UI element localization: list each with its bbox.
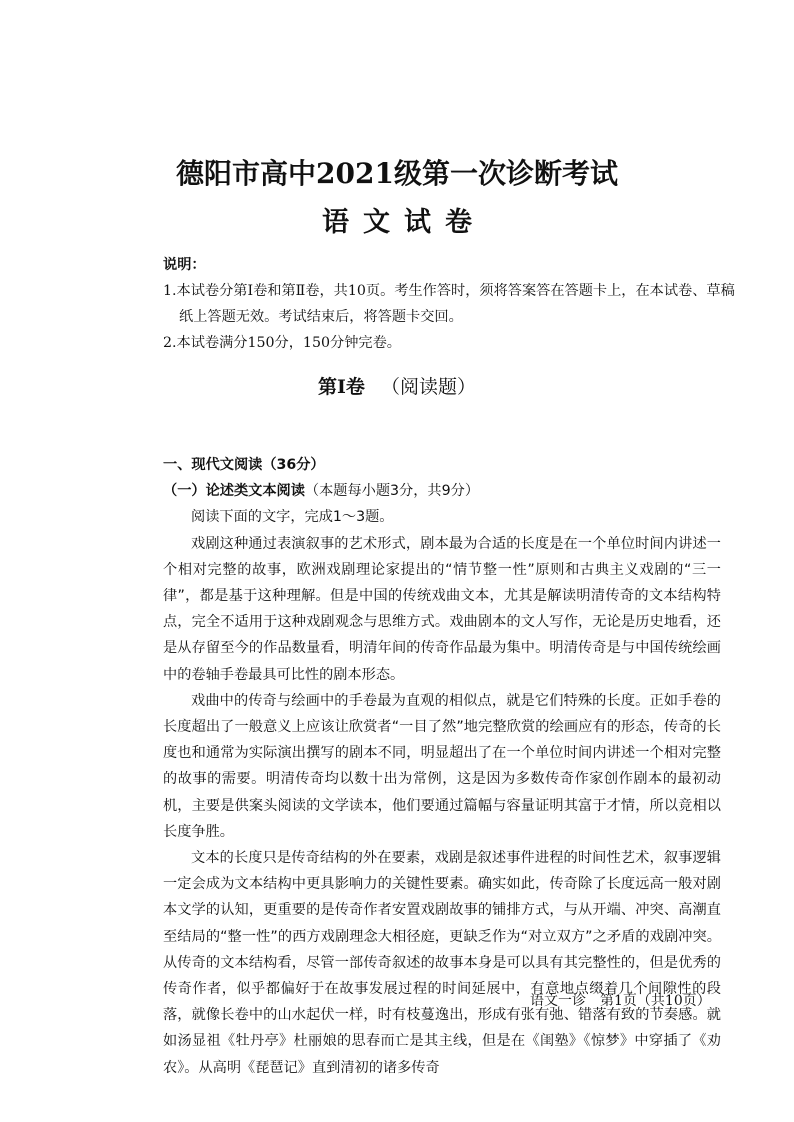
section-heading	[0, 372, 794, 399]
instructions-block	[163, 252, 735, 356]
instructions-label: 说明：	[163, 257, 206, 273]
paragraph-2: 戏曲中的传奇与绘画中的手卷最为直观的相似点，就是它们特殊的长度。正如手卷的长度超出了一般意义上应该让欣赏者“一目了然”地完整欣赏的绘画应有的形态，传奇的长度也和通常为实际演出撰写的剧本不同，明显超出了在一个单位时间内讲述一个相对完整的故事的需要。明清传奇均以数十出为常例，这是因为多数传奇作家创作剧本的最初动机，主要是供案头阅读的文学读本，他们要通过篇幅与容量证明其富于才情，所以竞相以长度争胜。	[163, 692, 721, 840]
subsection-title: （一）论述类文本阅读	[163, 483, 305, 500]
part-heading: 一、现代文阅读（36分）	[163, 457, 325, 473]
paragraph-1: 戏剧这种通过表演叙事的艺术形式，剧本最为合适的长度是在一个单位时间内讲述一个相对完整的故事，欧洲戏剧理论家提出的“情节整一性”原则和古典主义戏剧的“三一律”，都是基于这种理解。但是中国的传统戏曲文本，尤其是解读明清传奇的文本结构特点，完全不适用于这种戏剧观念与思维方式。戏曲剧本的文人写作，无论是历史地看，还是从存留至今的作品数量看，明清年间的传奇作品最为集中。明清传奇是与中国传统绘画中的卷轴手卷最具可比性的剧本形态。	[163, 535, 721, 683]
exam-title: 德阳市高中2021级第一次诊断考试	[176, 157, 618, 190]
instruction-item-2: 2.本试卷满分150分，150分钟完卷。	[163, 335, 401, 351]
subsection-note: （本题每小题3分，共9分）	[304, 483, 480, 500]
paragraph-3: 文本的长度只是传奇结构的外在要素，戏剧是叙述事件进程的时间性艺术，叙事逻辑一定会成为文本结构中更具影响力的关键性要素。确实如此，传奇除了长度远高一般对剧本文学的认知，更重要的是传奇作者安置戏剧故事的铺排方式，与从开端、冲突、高潮直至结局的“整一性”的西方戏剧理念大相径庭，更缺乏作为“对立双方”之矛盾的戏剧冲突。从传奇的文本结构看，尽管一部传奇叙述的故事本身是可以具有其完整性的，但是优秀的传奇作者，似乎都偏好于在故事发展过程的时间延展中，有意地点缀着几个间隙性的段落，就像长卷中的山水起伏一样，时有枝蔓逸出，形成有张有弛、错落有致的节奏感。就如汤显祖《牡丹亭》杜丽娘的思春而亡是其主线，但是在《闺塾》《惊梦》中穿插了《劝农》。从高明《琵琶记》直到清初的诸多传奇	[163, 850, 721, 1076]
reading-instruction: 阅读下面的文字，完成1～3题。	[191, 509, 394, 526]
page-footer: 语文一诊 第1页（共10页）	[530, 993, 711, 1009]
instruction-item-1: 1.本试卷分第Ⅰ卷和第Ⅱ卷，共10页。考生作答时，须将答案答在答题卡上，在本试卷、草稿	[163, 283, 735, 299]
reading-body	[163, 452, 721, 1081]
section-title: 第Ⅰ卷	[318, 376, 365, 398]
exam-subtitle: 语文试卷	[322, 207, 486, 238]
instruction-item-1-cont: 纸上答题无效。考试结束后，将答题卡交回。	[179, 309, 463, 325]
section-subtitle: （阅读题）	[380, 376, 476, 398]
subsection-heading	[163, 478, 721, 504]
